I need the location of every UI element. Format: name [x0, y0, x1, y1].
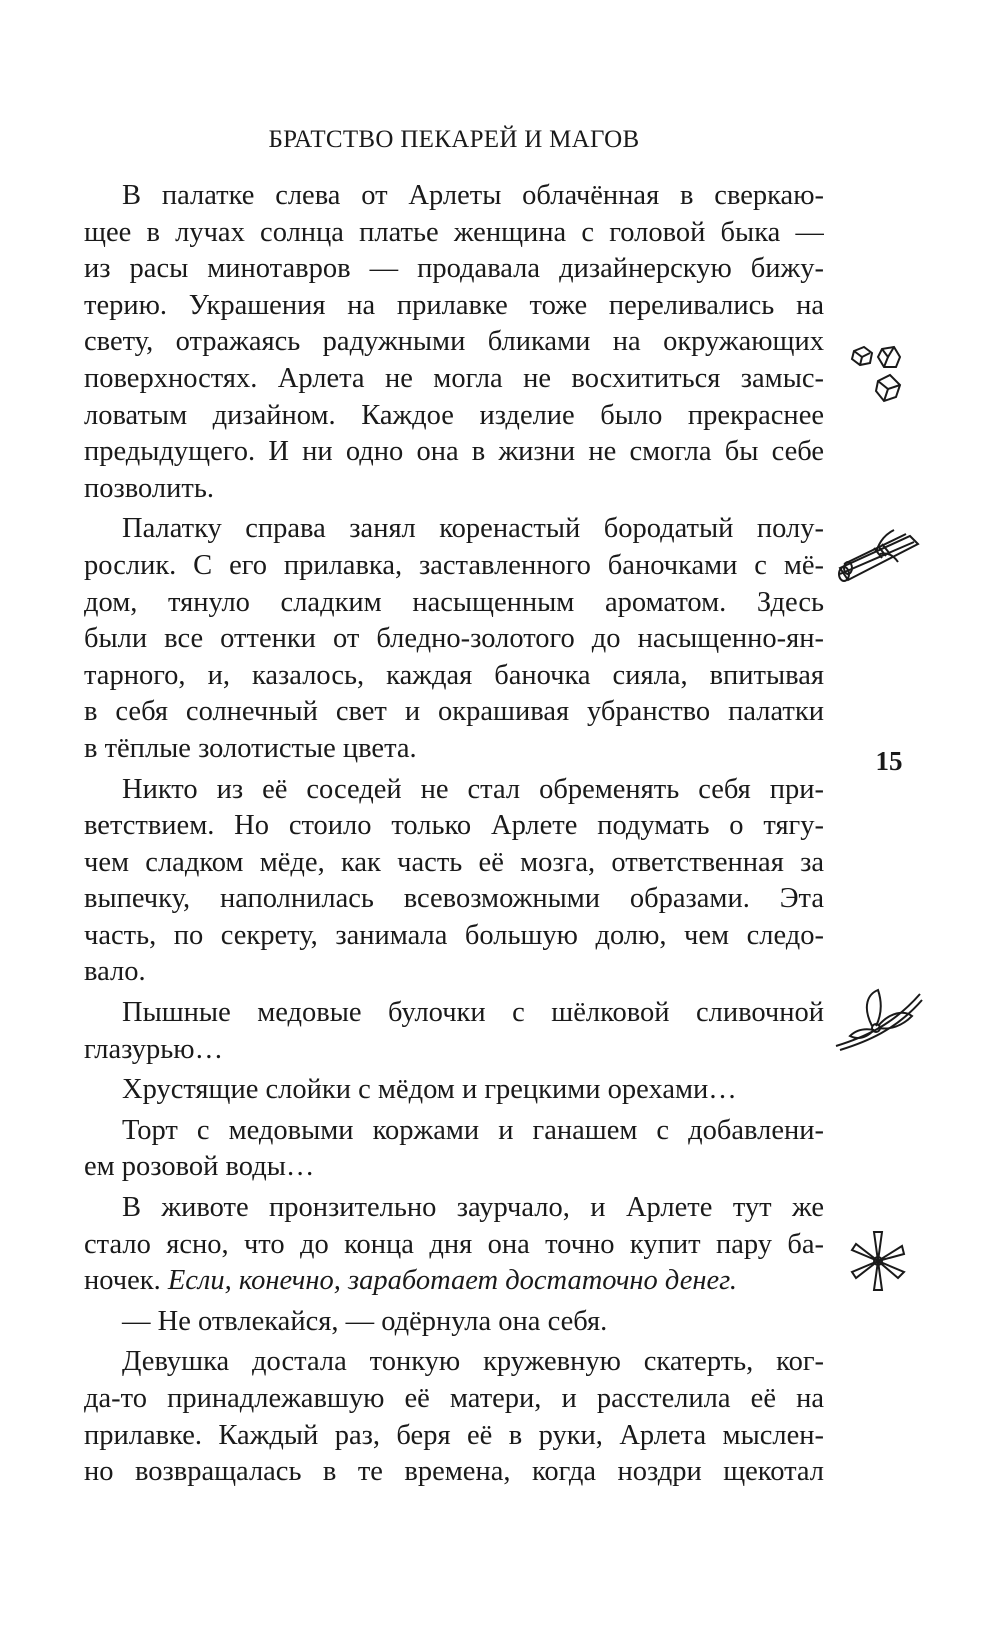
- text-line: прилавке. Каждый раз, беря её в руки, Арлета мыслен-: [84, 1419, 824, 1451]
- paragraph-1: [84, 178, 824, 507]
- cinnamon-sticks-icon: [836, 522, 928, 592]
- text-line: поверхностях. Арлета не могла не восхититься замыс-: [84, 362, 824, 394]
- text-line: в тёплые золотистые цвета.: [84, 732, 417, 764]
- paragraph-4: [84, 995, 824, 1068]
- text-line: Никто из её соседей не стал обременять себя при-: [122, 773, 824, 805]
- text-line: дом, тянуло сладким насыщенным ароматом. Здесь: [84, 586, 824, 618]
- text-line: тарного, и, казалось, каждая баночка сияла, впитывая: [84, 659, 824, 691]
- text-line: были все оттенки от бледно-золотого до насыщенно-ян-: [84, 623, 824, 655]
- text-line: В палатке слева от Арлеты облачённая в сверкаю-: [122, 180, 824, 211]
- text-fragment: ночек.: [84, 1265, 168, 1297]
- text-line: свету, отражаясь радужными бликами на окружающих: [84, 326, 824, 358]
- running-head: БРАТСТВО ПЕКАРЕЙ И МАГОВ: [268, 126, 640, 153]
- paragraph-3: [84, 772, 824, 992]
- text-line: чем сладком мёде, как часть её мозга, ответственная за: [84, 846, 824, 878]
- star-anise-icon: [848, 1228, 908, 1294]
- text-line: выпечку, наполнилась всевозможными образами. Эта: [84, 883, 824, 915]
- page-number: 15: [875, 746, 903, 776]
- text-line: в себя солнечный свет и окрашивая убранство палатки: [84, 696, 824, 728]
- paragraph-2: [84, 511, 824, 767]
- paragraph-9: [84, 1344, 824, 1490]
- text-line: щее в лучах солнца платье женщина с головой быка —: [84, 216, 824, 248]
- text-line: Торт с медовыми коржами и ганашем с добавлени-: [122, 1114, 824, 1146]
- text-line: да-то принадлежавшую её матери, и расстелила её на: [84, 1383, 824, 1414]
- text-line: из расы минотавров — продавала дизайнерскую бижу-: [84, 253, 824, 285]
- text-line: Хрустящие слойки с мёдом и грецкими орехами…: [122, 1074, 737, 1106]
- text-line: Палатку справа занял коренастый бородатый полу-: [122, 513, 824, 545]
- text-line: но возвращалась в те времена, когда ноздри щекотал: [84, 1456, 824, 1488]
- text-line: позволить.: [84, 472, 214, 504]
- text-line: Девушка достала тонкую кружевную скатерть, ког-: [122, 1346, 824, 1378]
- dialogue-line: — Не отвлекайся, — одёрнула она себя.: [122, 1305, 608, 1337]
- paragraph-6: [84, 1113, 824, 1186]
- text-line: ловатым дизайном. Каждое изделие было прекраснее: [84, 399, 824, 431]
- text-line: предыдущего. И ни одно она в жизни не смогла бы себе: [84, 436, 824, 468]
- text-line: вало.: [84, 956, 146, 988]
- paragraph-5: [84, 1072, 824, 1109]
- text-line: [84, 1263, 824, 1300]
- text-line: Пышные медовые булочки с шёлковой сливочной: [122, 997, 824, 1029]
- text-line: В животе пронзительно заурчало, и Арлете тут же: [122, 1192, 824, 1224]
- text-line: ем розовой воды…: [84, 1151, 315, 1183]
- italic-thought: Если, конечно, заработает достаточно денег.: [167, 1265, 737, 1297]
- sugar-cubes-icon: [848, 345, 918, 405]
- text-line: терию. Украшения на прилавке тоже переливались на: [84, 289, 824, 321]
- text-line: глазурью…: [84, 1033, 224, 1065]
- text-line: рослик. С его прилавка, заставленного баночками с мё-: [84, 549, 824, 581]
- paragraph-8: [84, 1304, 824, 1341]
- paragraph-7: [84, 1190, 824, 1300]
- text-line: ветствием. Но стоило только Арлете подумать о тягу-: [84, 810, 824, 842]
- text-line: часть, по секрету, занимала большую долю, чем следо-: [84, 919, 824, 951]
- text-line: стало ясно, что до конца дня она точно купит пару ба-: [84, 1228, 824, 1260]
- vanilla-flower-icon: [832, 986, 924, 1058]
- body-text: [84, 178, 824, 1495]
